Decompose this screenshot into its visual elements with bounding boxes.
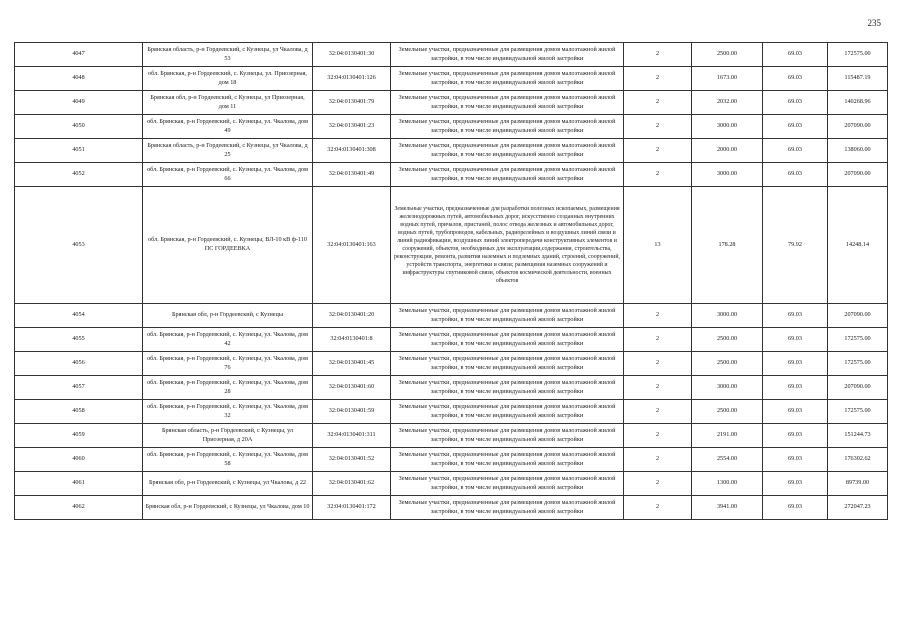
use-group-cell: 13 <box>624 187 692 304</box>
specific-value-cell: 69.03 <box>763 448 828 472</box>
address-cell: обл. Брянская, р-н Гордеевский, с. Кузнецы, ул. Чкалова, дом 42 <box>143 328 313 352</box>
table-row <box>15 376 888 400</box>
cadastral-number-cell: 32:04:0130401:311 <box>313 424 391 448</box>
use-group-cell: 2 <box>624 448 692 472</box>
cadastral-number-cell: 32:04:0130401:23 <box>313 115 391 139</box>
specific-value-cell: 69.03 <box>763 304 828 328</box>
cadastral-number-cell: 32:04:0130401:172 <box>313 496 391 520</box>
area-cell: 3000.00 <box>692 163 763 187</box>
area-cell: 3000.00 <box>692 304 763 328</box>
use-group-cell: 2 <box>624 163 692 187</box>
cadastral-value-cell: 140268.96 <box>828 91 888 115</box>
cadastral-number-cell: 32:04:0130401:59 <box>313 400 391 424</box>
table-row <box>15 424 888 448</box>
cadastral-value-cell: 14248.14 <box>828 187 888 304</box>
row-number-cell: 4053 <box>15 187 143 304</box>
area-cell: 3941.00 <box>692 496 763 520</box>
row-number-cell: 4056 <box>15 352 143 376</box>
row-number-cell: 4048 <box>15 67 143 91</box>
specific-value-cell: 69.03 <box>763 496 828 520</box>
land-use-cell: Земельные участки, предназначенные для размещения домов малоэтажной жилой застройки, в том числе индивидуальной жилой застройки <box>391 352 624 376</box>
address-cell: обл. Брянская, р-н Гордеевский, с. Кузнецы, ул. Чкалова, дом 49 <box>143 115 313 139</box>
area-cell: 2000.00 <box>692 139 763 163</box>
cadastral-number-cell: 32:04:0130401:79 <box>313 91 391 115</box>
area-cell: 1673.00 <box>692 67 763 91</box>
cadastral-value-cell: 176302.62 <box>828 448 888 472</box>
land-use-cell: Земельные участки, предназначенные для размещения домов малоэтажной жилой застройки, в том числе индивидуальной жилой застройки <box>391 67 624 91</box>
specific-value-cell: 69.03 <box>763 424 828 448</box>
address-cell: Брянская область, р-н Гордеевский, с Кузнецы, ул Чкалова, д 25 <box>143 139 313 163</box>
cadastral-value-cell: 89739.00 <box>828 472 888 496</box>
use-group-cell: 2 <box>624 67 692 91</box>
cadastral-value-cell: 172575.00 <box>828 328 888 352</box>
specific-value-cell: 69.03 <box>763 139 828 163</box>
use-group-cell: 2 <box>624 304 692 328</box>
use-group-cell: 2 <box>624 352 692 376</box>
cadastral-registry-table <box>14 42 888 520</box>
table-row <box>15 304 888 328</box>
cadastral-number-cell: 32:04:0130401:8 <box>313 328 391 352</box>
row-number-cell: 4047 <box>15 43 143 67</box>
use-group-cell: 2 <box>624 328 692 352</box>
area-cell: 2500.00 <box>692 352 763 376</box>
row-number-cell: 4060 <box>15 448 143 472</box>
cadastral-value-cell: 172575.00 <box>828 43 888 67</box>
use-group-cell: 2 <box>624 91 692 115</box>
specific-value-cell: 69.03 <box>763 67 828 91</box>
cadastral-value-cell: 172575.00 <box>828 400 888 424</box>
table-row <box>15 115 888 139</box>
use-group-cell: 2 <box>624 496 692 520</box>
land-use-cell: Земельные участки, предназначенные для размещения домов малоэтажной жилой застройки, в том числе индивидуальной жилой застройки <box>391 43 624 67</box>
land-use-cell: Земельные участки, предназначенные для размещения домов малоэтажной жилой застройки, в том числе индивидуальной жилой застройки <box>391 163 624 187</box>
cadastral-value-cell: 138060.00 <box>828 139 888 163</box>
cadastral-number-cell: 32:04:0130401:20 <box>313 304 391 328</box>
area-cell: 2500.00 <box>692 400 763 424</box>
page-number: 235 <box>867 18 881 28</box>
land-use-cell: Земельные участки, предназначенные для размещения домов малоэтажной жилой застройки, в том числе индивидуальной жилой застройки <box>391 472 624 496</box>
table-row <box>15 163 888 187</box>
row-number-cell: 4052 <box>15 163 143 187</box>
cadastral-number-cell: 32:04:0130401:30 <box>313 43 391 67</box>
registry-body <box>15 43 888 520</box>
land-use-cell: Земельные участки, предназначенные для размещения домов малоэтажной жилой застройки, в том числе индивидуальной жилой застройки <box>391 376 624 400</box>
address-cell: Брянская область, р-н Гордеевский, с Кузнецы, ул Приозерная, д 20А <box>143 424 313 448</box>
address-cell: обл. Брянская, р-н Гордеевский, с. Кузнецы, ВЛ-10 кВ ф-110 ПС ГОРДЕЕВКА <box>143 187 313 304</box>
cadastral-value-cell: 272047.23 <box>828 496 888 520</box>
land-use-cell: Земельные участки, предназначенные для разработки полезных ископаемых, размещения железнодорожных путей, автомобильных дорог, искусственно созданных внутренних водных путей, причалов, пристаней, полос отвода железных и автомобильных дорог, водных путей, трубопроводов, кабельных, радиорелейных и воздушных линий связи и линий радиофикации, воздушных линий электропередачи конструктивных элементов и сооружений, объектов, необходимых для эксплуатации,содержания, строительства, реконструкции, ремонта, развития наземных и подземных зданий, строений, сооружений, устройств транспорта, энергетики и связи; размещения наземных сооружений и инфраструктуры спутниковой связи, объектов космической деятельности, военных объектов <box>391 187 624 304</box>
address-cell: обл. Брянская, р-н Гордеевский, с. Кузнецы, ул. Приозерная, дом 18 <box>143 67 313 91</box>
area-cell: 2554.00 <box>692 448 763 472</box>
cadastral-value-cell: 207090.00 <box>828 115 888 139</box>
cadastral-number-cell: 32:04:0130401:126 <box>313 67 391 91</box>
address-cell: Брянская обл, р-н Гордеевский, с Кузнецы <box>143 304 313 328</box>
address-cell: обл. Брянская, р-н Гордеевский, с. Кузнецы, ул. Чкалова, дом 58 <box>143 448 313 472</box>
specific-value-cell: 69.03 <box>763 43 828 67</box>
table-row <box>15 43 888 67</box>
cadastral-value-cell: 151244.73 <box>828 424 888 448</box>
cadastral-value-cell: 207090.00 <box>828 304 888 328</box>
area-cell: 2500.00 <box>692 328 763 352</box>
table-row <box>15 187 888 304</box>
land-use-cell: Земельные участки, предназначенные для размещения домов малоэтажной жилой застройки, в том числе индивидуальной жилой застройки <box>391 496 624 520</box>
row-number-cell: 4055 <box>15 328 143 352</box>
specific-value-cell: 69.03 <box>763 472 828 496</box>
use-group-cell: 2 <box>624 43 692 67</box>
cadastral-value-cell: 207090.00 <box>828 376 888 400</box>
row-number-cell: 4057 <box>15 376 143 400</box>
specific-value-cell: 69.03 <box>763 91 828 115</box>
use-group-cell: 2 <box>624 376 692 400</box>
specific-value-cell: 79.92 <box>763 187 828 304</box>
land-use-cell: Земельные участки, предназначенные для размещения домов малоэтажной жилой застройки, в том числе индивидуальной жилой застройки <box>391 448 624 472</box>
use-group-cell: 2 <box>624 472 692 496</box>
land-use-cell: Земельные участки, предназначенные для размещения домов малоэтажной жилой застройки, в том числе индивидуальной жилой застройки <box>391 91 624 115</box>
address-cell: обл. Брянская, р-н Гордеевский, с. Кузнецы, ул. Чкалова, дом 28 <box>143 376 313 400</box>
address-cell: Брянская область, р-н Гордеевский, с Кузнецы, ул Чкалова, д 53 <box>143 43 313 67</box>
cadastral-number-cell: 32:04:0130401:308 <box>313 139 391 163</box>
area-cell: 2032.00 <box>692 91 763 115</box>
row-number-cell: 4049 <box>15 91 143 115</box>
row-number-cell: 4059 <box>15 424 143 448</box>
specific-value-cell: 69.03 <box>763 352 828 376</box>
land-use-cell: Земельные участки, предназначенные для размещения домов малоэтажной жилой застройки, в том числе индивидуальной жилой застройки <box>391 115 624 139</box>
address-cell: обл. Брянская, р-н Гордеевский, с. Кузнецы, ул. Чкалова, дом 32 <box>143 400 313 424</box>
cadastral-number-cell: 32:04:0130401:60 <box>313 376 391 400</box>
use-group-cell: 2 <box>624 424 692 448</box>
row-number-cell: 4050 <box>15 115 143 139</box>
table-row <box>15 352 888 376</box>
area-cell: 3000.00 <box>692 376 763 400</box>
address-cell: Брянская обл, р-н Гордеевский, с Кузнецы, ул Приозерная, дом 11 <box>143 91 313 115</box>
area-cell: 2191.00 <box>692 424 763 448</box>
land-use-cell: Земельные участки, предназначенные для размещения домов малоэтажной жилой застройки, в том числе индивидуальной жилой застройки <box>391 400 624 424</box>
specific-value-cell: 69.03 <box>763 328 828 352</box>
cadastral-number-cell: 32:04:0130401:52 <box>313 448 391 472</box>
land-use-cell: Земельные участки, предназначенные для размещения домов малоэтажной жилой застройки, в том числе индивидуальной жилой застройки <box>391 139 624 163</box>
table-row <box>15 448 888 472</box>
row-number-cell: 4058 <box>15 400 143 424</box>
area-cell: 3000.00 <box>692 115 763 139</box>
area-cell: 2500.00 <box>692 43 763 67</box>
cadastral-value-cell: 115487.19 <box>828 67 888 91</box>
area-cell: 1300.00 <box>692 472 763 496</box>
address-cell: Брянская обл, р-н Гордеевский, с Кузнецы, ул Чкалова, д 22 <box>143 472 313 496</box>
land-use-cell: Земельные участки, предназначенные для размещения домов малоэтажной жилой застройки, в том числе индивидуальной жилой застройки <box>391 328 624 352</box>
row-number-cell: 4054 <box>15 304 143 328</box>
specific-value-cell: 69.03 <box>763 376 828 400</box>
cadastral-value-cell: 207090.00 <box>828 163 888 187</box>
area-cell: 178.28 <box>692 187 763 304</box>
use-group-cell: 2 <box>624 400 692 424</box>
table-row <box>15 496 888 520</box>
table-row <box>15 139 888 163</box>
land-use-cell: Земельные участки, предназначенные для размещения домов малоэтажной жилой застройки, в том числе индивидуальной жилой застройки <box>391 424 624 448</box>
land-use-cell: Земельные участки, предназначенные для размещения домов малоэтажной жилой застройки, в том числе индивидуальной жилой застройки <box>391 304 624 328</box>
address-cell: обл. Брянская, р-н Гордеевский, с. Кузнецы, ул. Чкалова, дом 66 <box>143 163 313 187</box>
specific-value-cell: 69.03 <box>763 115 828 139</box>
use-group-cell: 2 <box>624 115 692 139</box>
table-row <box>15 328 888 352</box>
address-cell: Брянская обл, р-н Гордеевский, с Кузнецы, ул Чкалова, дом 10 <box>143 496 313 520</box>
table-row <box>15 67 888 91</box>
row-number-cell: 4062 <box>15 496 143 520</box>
table-row <box>15 91 888 115</box>
cadastral-value-cell: 172575.00 <box>828 352 888 376</box>
cadastral-number-cell: 32:04:0130401:62 <box>313 472 391 496</box>
row-number-cell: 4051 <box>15 139 143 163</box>
cadastral-number-cell: 32:04:0130401:49 <box>313 163 391 187</box>
cadastral-number-cell: 32:04:0130401:45 <box>313 352 391 376</box>
table-row <box>15 472 888 496</box>
row-number-cell: 4061 <box>15 472 143 496</box>
table-row <box>15 400 888 424</box>
specific-value-cell: 69.03 <box>763 400 828 424</box>
specific-value-cell: 69.03 <box>763 163 828 187</box>
cadastral-number-cell: 32:04:0130401:163 <box>313 187 391 304</box>
use-group-cell: 2 <box>624 139 692 163</box>
address-cell: обл. Брянская, р-н Гордеевский, с. Кузнецы, ул. Чкалова, дом 76 <box>143 352 313 376</box>
